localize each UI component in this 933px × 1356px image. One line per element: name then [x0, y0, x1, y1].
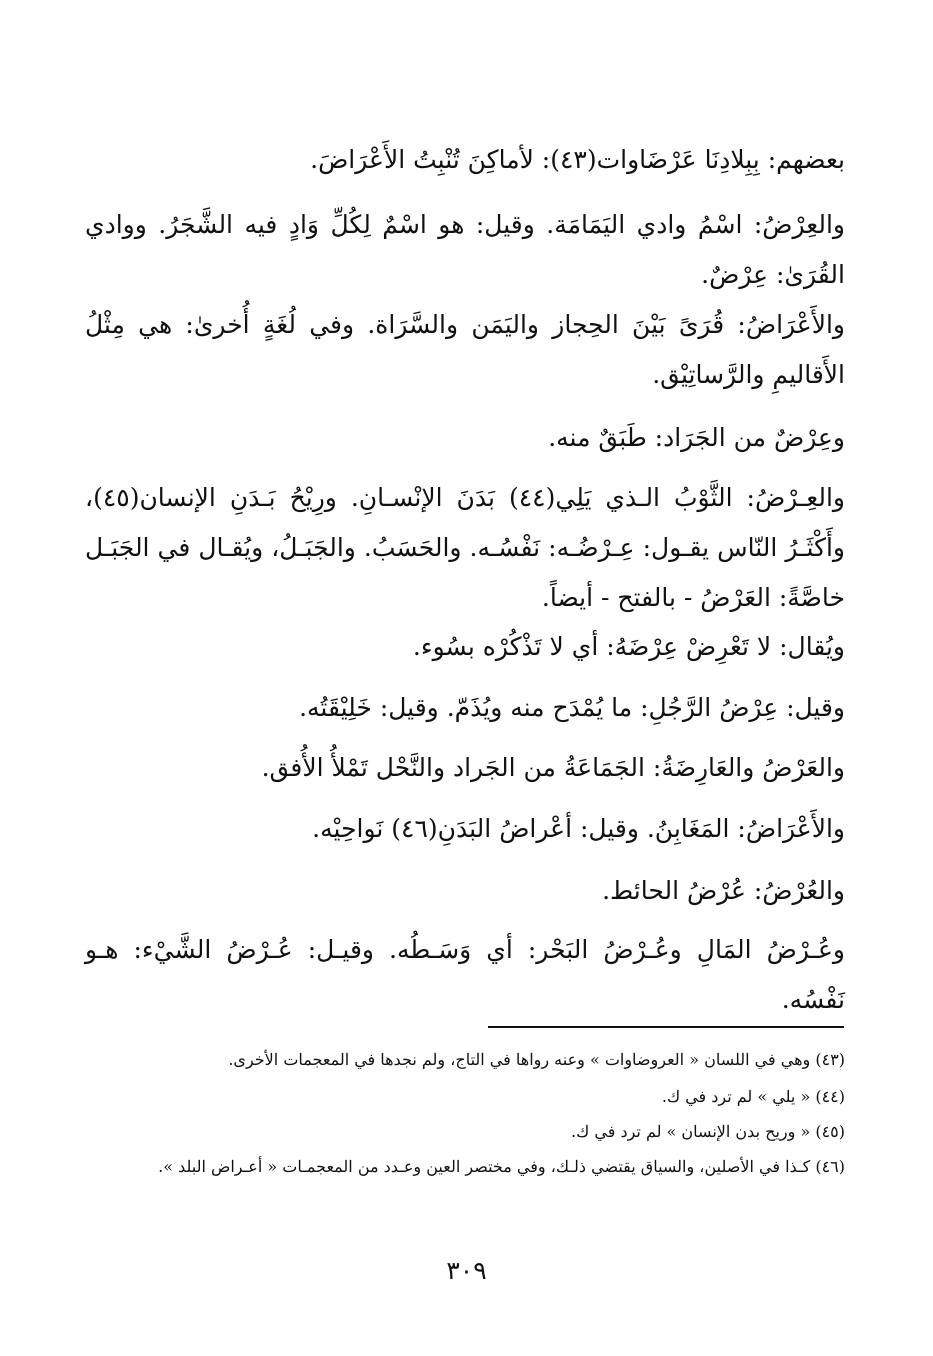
footnote-44: (٤٤) « يلي » لم ترد في ك. [661, 1087, 845, 1106]
footnote-separator [488, 1026, 844, 1028]
paragraph-3: والأَعْرَاضُ: قُرَىً بَيْنَ الحِجاز واليَمَن والسَّرَاة. وفي لُغَةٍ أُخرىٰ: هي مِثْلُ الأَقاليمِ والرَّساتِيْق. [85, 310, 845, 389]
paragraph-11: وعُـرْضُ المَالِ وعُـرْضُ البَحْر: أي وَسَـطُه. وقيـل: عُـرْضُ الشَّيْء: هـو نَفْسُه. [85, 935, 845, 1014]
paragraph-9: والأَعْرَاضُ: المَغَابِنُ. وقيل: أعْراضُ البَدَنِ(٤٦) نَواحِيْه. [312, 814, 845, 843]
paragraph-4: وعِرْضٌ من الجَرَاد: طَبَقٌ منه. [548, 423, 845, 452]
paragraph-2: والعِرْضُ: اسْمُ وادي اليَمَامَة. وقيل: هو اسْمٌ لِكُلِّ وَادٍ فيه الشَّجَرُ. ووادي القُرَىٰ: عِرْضٌ. [85, 210, 845, 289]
page-number: ٣٠٩ [446, 1256, 487, 1285]
paragraph-6: ويُقال: لا تَعْرِضْ عِرْضَهُ: أي لا تَذْكُرْه بسُوء. [412, 632, 845, 661]
footnote-43: (٤٣) وهي في اللسان « العروضاوات » وعنه رواها في التاج، ولم نجدها في المعجمات الأخرى. [228, 1050, 845, 1069]
paragraph-10: والعُرْضُ: عُرْضُ الحائط. [602, 876, 845, 905]
paragraph-8: والعَرْضُ والعَارِضَةُ: الجَمَاعَةُ من الجَراد والنَّحْل تَمْلأُ الأُفق. [261, 753, 845, 782]
footnote-46: (٤٦) كـذا في الأصلين، والسياق يقتضي ذلـك، وفي مختصر العين وعـدد من المعجمـات « أعـراض البلد ». [158, 1157, 845, 1176]
paragraph-1: بعضهم: بِبِلادِنَا عَرْضَاوات(٤٣): لأماكِنَ تُنْبِتُ الأَعْرَاضَ. [310, 145, 845, 174]
paragraph-7: وقيل: عِرْضُ الرَّجُلِ: ما يُمْدَح منه ويُذَمّ. وقيل: خَلِيْقَتُه. [299, 693, 845, 722]
paragraph-5: والعِـرْضُ: الثَّوْبُ الـذي يَلِي(٤٤) بَدَنَ الإنْسـانِ. ورِيْحُ بَـدَنِ الإنسان(٤٥)، وأَكْثَـرُ النّاس يقـول: عِـرْضُـه: نَفْسُـه. والحَسَبُ. والجَبَـلُ، ويُقـال في الجَبَـل خاصَّةً: العَرْضُ - بالفتح - أيضاً. [85, 483, 846, 612]
footnote-45: (٤٥) « وريح بدن الإنسان » لم ترد في ك. [571, 1122, 845, 1141]
